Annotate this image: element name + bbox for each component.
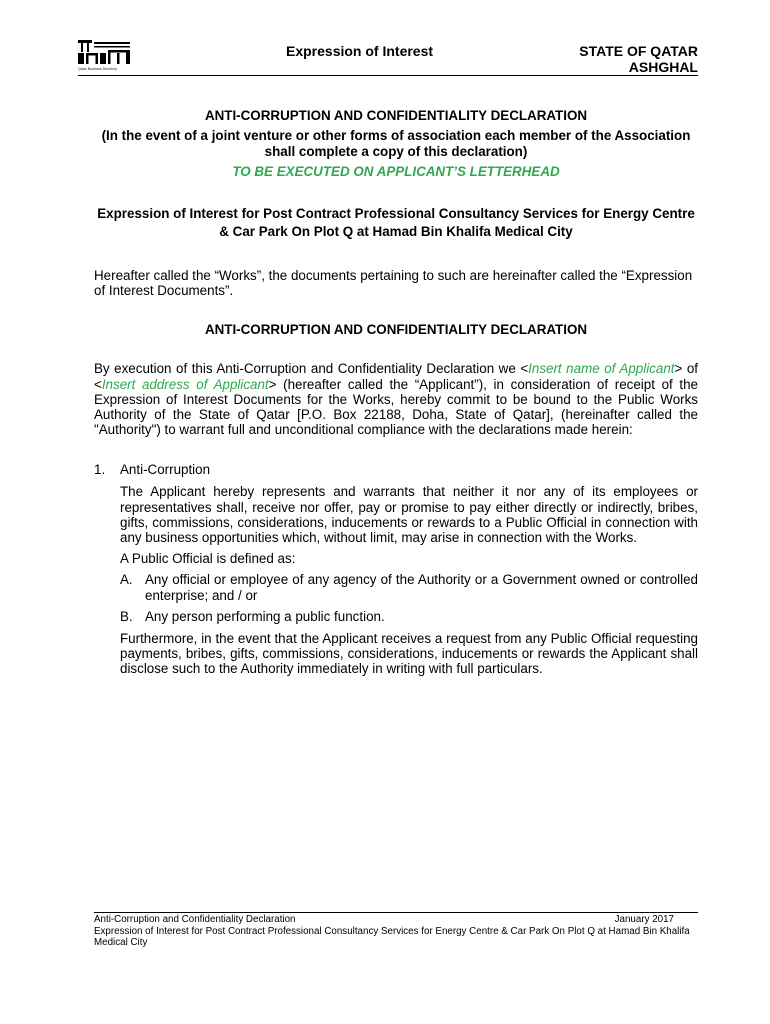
header-divider bbox=[78, 75, 698, 76]
eoi-title: Expression of Interest for Post Contract Professional Consultancy Services for Energy Centre & Car Park On Plot Q at Hamad Bin Khalifa Medical City bbox=[97, 206, 695, 239]
placeholder-applicant-name: Insert name of Applicant bbox=[528, 361, 675, 377]
joint-venture-note: (In the event of a joint venture or other forms of association each member of the Association shall complete a copy of this declaration) bbox=[101, 128, 691, 159]
footer-doc-name: Anti-Corruption and Confidentiality Declaration bbox=[94, 914, 296, 925]
header-title: Expression of Interest bbox=[286, 43, 434, 59]
page-footer bbox=[94, 914, 698, 949]
footer-first-line bbox=[94, 914, 698, 926]
clause-list bbox=[94, 462, 698, 676]
clause-representation: The Applicant hereby represents and warrants that neither it nor any of its employees or representatives shall, receive nor offer, pay or promise to pay either directly or indirectly, bribes, gifts, commissions, considerations, inducements or rewards to a Public Official in connection with any business opportunities which, without limit, may arise in connection with the Works. bbox=[120, 484, 698, 546]
footer-date: January 2017 bbox=[614, 914, 674, 925]
clause-title: Anti-Corruption bbox=[120, 462, 211, 478]
ashghal-logo-icon bbox=[78, 40, 132, 65]
item-a-label: A. bbox=[120, 572, 133, 588]
header-state: STATE OF QATAR bbox=[579, 43, 698, 59]
item-a-text: Any official or employee of any agency of the Authority or a Government owned or controlled enterprise; and / or bbox=[145, 572, 698, 603]
exec-text-2: > of < bbox=[94, 361, 699, 392]
exec-text-1: By execution of this Anti-Corruption and Confidentiality Declaration we < bbox=[94, 361, 529, 377]
footer-project-title: Expression of Interest for Post Contract Professional Consultancy Services for Energy Centre & Car Park On Plot Q at Hamad Bin Khalifa Medical City bbox=[94, 925, 690, 948]
definition-item-b bbox=[120, 609, 698, 624]
hereafter-paragraph: Hereafter called the “Works”, the documents pertaining to such are hereinafter called the “Expression of Interest Documents”. bbox=[94, 268, 693, 299]
item-b-text: Any person performing a public function. bbox=[145, 608, 385, 624]
disclosure-paragraph: Furthermore, in the event that the Applicant receives a request from any Public Official requesting payments, bribes, gifts, commissions, considerations, inducements or rewards the Applicant shall disclose such to the Authority immediately in writing with full particulars. bbox=[120, 631, 698, 677]
declaration-heading: ANTI-CORRUPTION AND CONFIDENTIALITY DECLARATION bbox=[204, 108, 588, 123]
document-body bbox=[94, 108, 698, 677]
header-ashghal: ASHGHAL bbox=[628, 59, 698, 75]
header-org bbox=[579, 43, 698, 75]
public-official-definition: A Public Official is defined as: bbox=[120, 551, 296, 567]
logo-caption: Qatar Business Directory bbox=[78, 67, 117, 71]
definition-item-a bbox=[120, 572, 698, 602]
declaration-heading-2: ANTI-CORRUPTION AND CONFIDENTIALITY DECLARATION bbox=[204, 322, 588, 338]
clause-number: 1. bbox=[94, 462, 106, 478]
item-b-label: B. bbox=[120, 608, 133, 624]
ashghal-logo bbox=[78, 40, 134, 78]
clause-anti-corruption bbox=[94, 462, 698, 676]
exec-text-3: > (hereafter called the “Applicant”), in consideration of receipt of the Expression of Interest Documents for the Works, hereby commit to be bound to the Public Works Authority of the State of Qatar [P.O. Box 22188, Doha, State of Qatar], (hereinafter called the "Authority") to warrant full and unconditional compliance with the declarations made herein: bbox=[94, 376, 699, 438]
placeholder-applicant-address: Insert address of Applicant bbox=[101, 376, 269, 392]
execution-paragraph bbox=[94, 361, 698, 437]
letterhead-instruction: TO BE EXECUTED ON APPLICANT’S LETTERHEAD bbox=[232, 164, 560, 179]
footer-divider bbox=[94, 912, 698, 913]
